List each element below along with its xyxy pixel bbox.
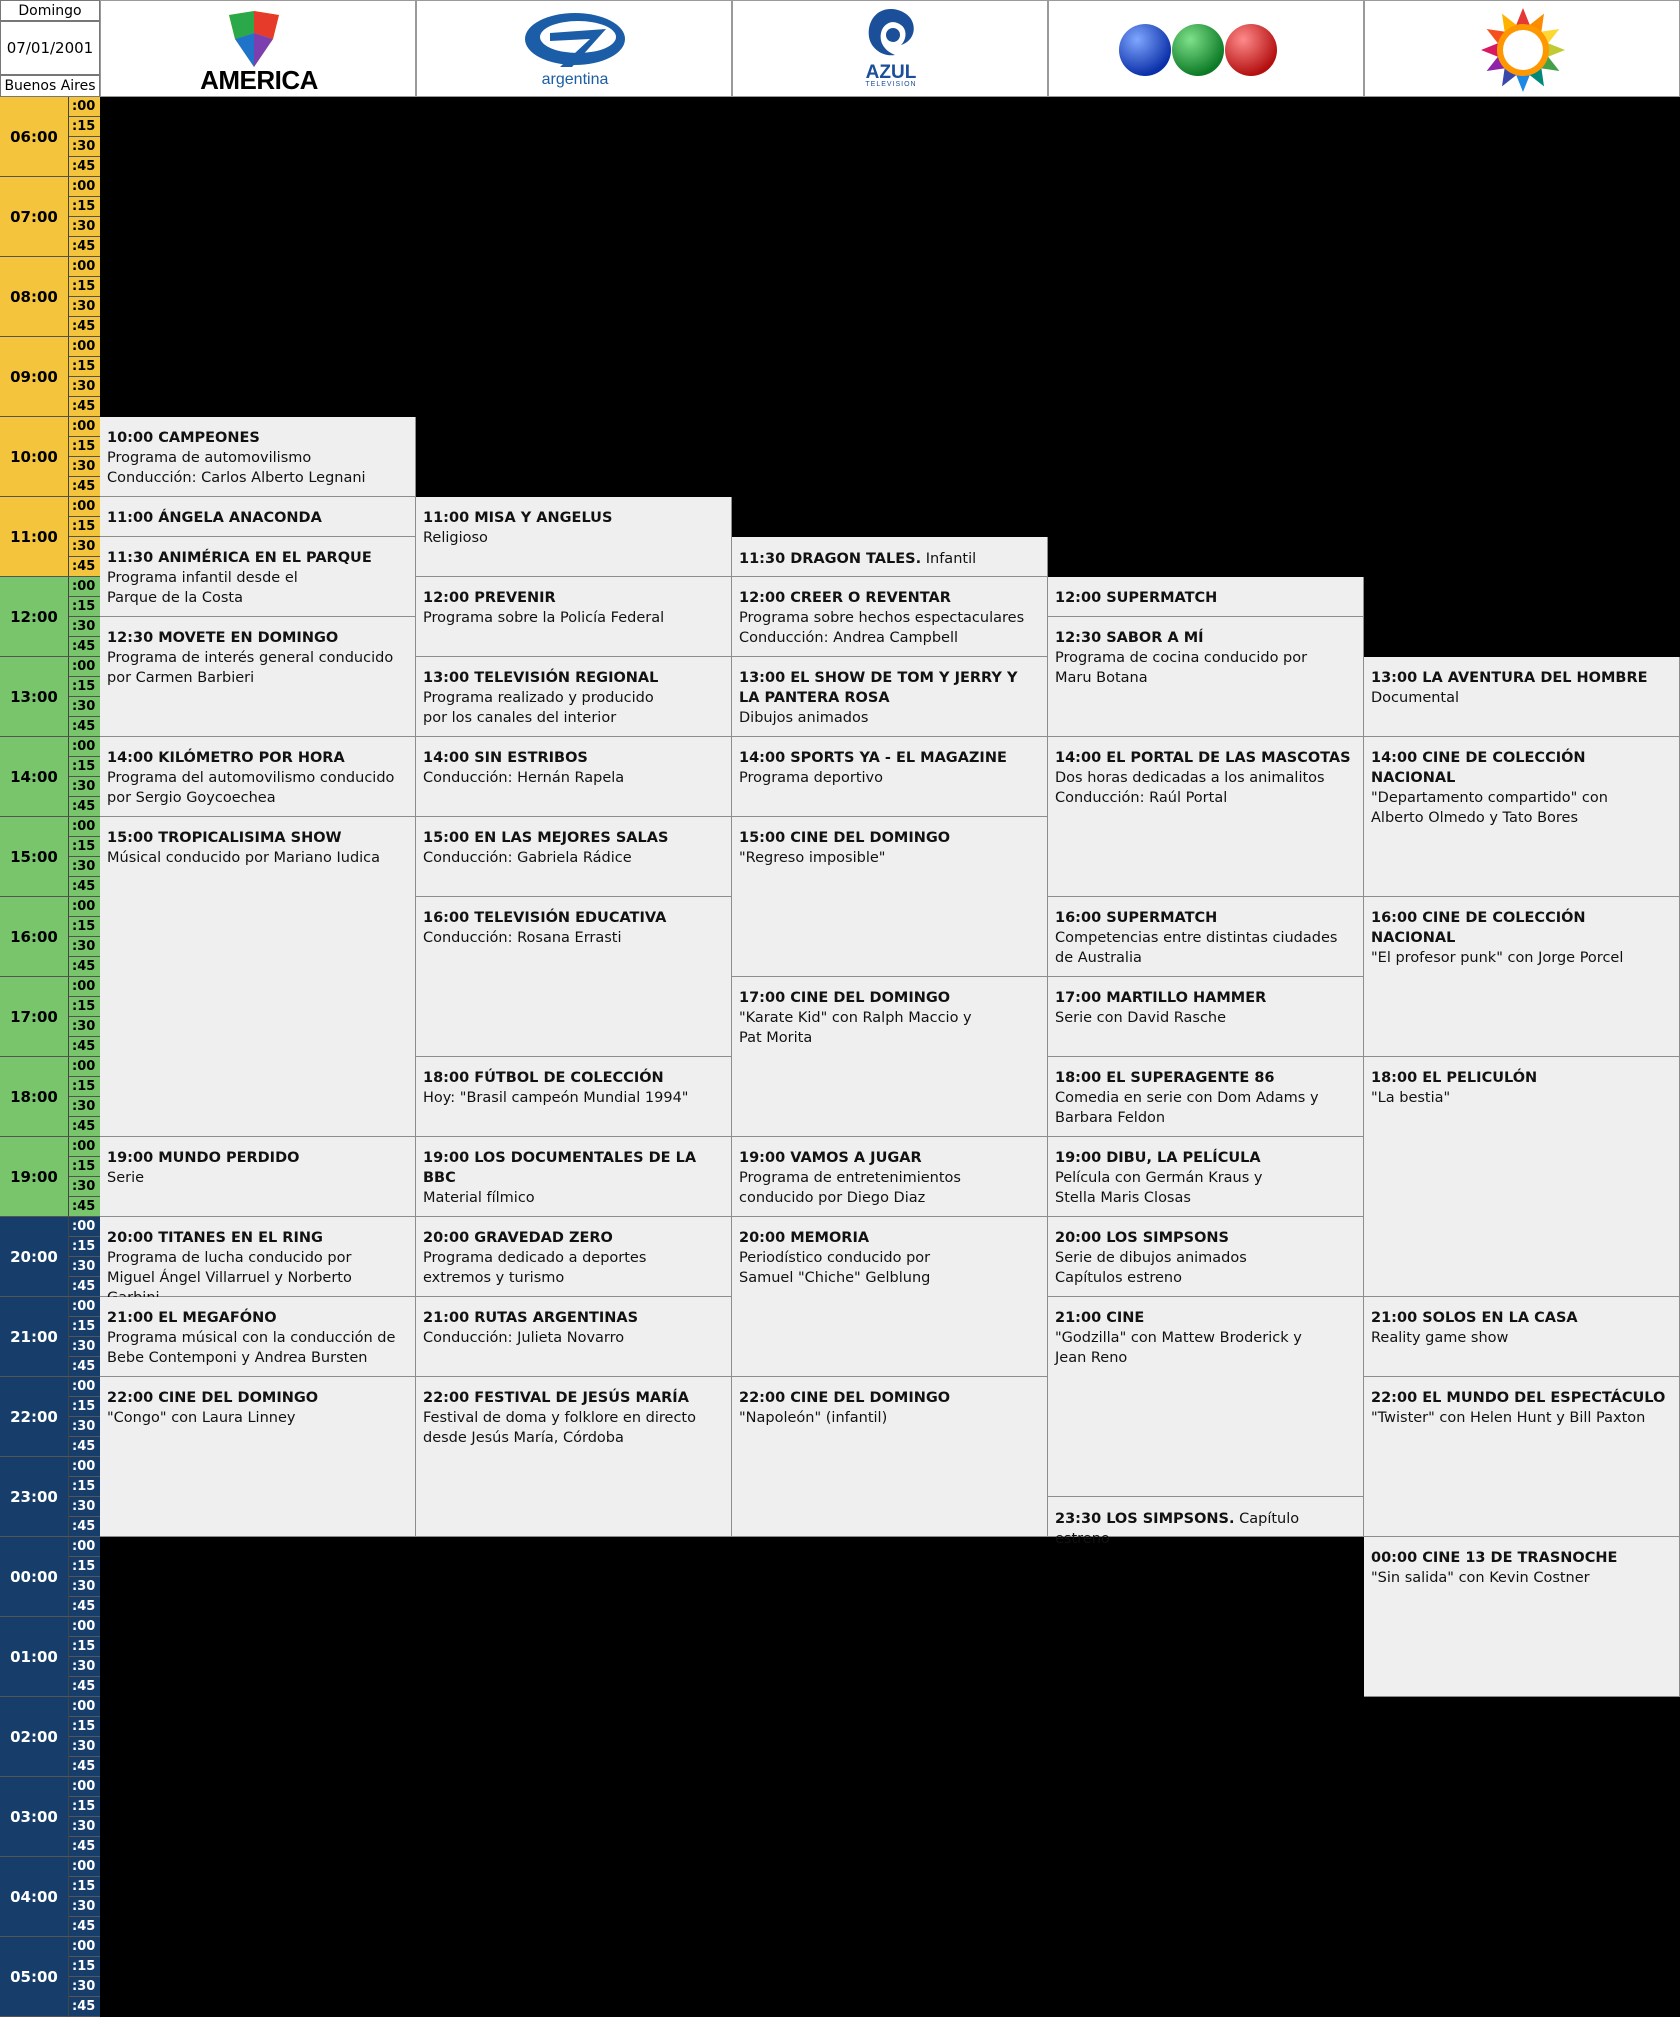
quarter-label: :00 xyxy=(69,1137,100,1157)
hour-label: 09:00 xyxy=(0,337,69,417)
quarter-label: :30 xyxy=(69,1337,100,1357)
quarter-label: :30 xyxy=(69,217,100,237)
quarter-label: :00 xyxy=(69,1937,100,1957)
quarter-label: :30 xyxy=(69,1577,100,1597)
program-title: 14:00 SIN ESTRIBOS xyxy=(423,750,588,766)
quarter-label: :15 xyxy=(69,1877,100,1897)
program-desc-line: Conducción: Hernán Rapela xyxy=(423,770,625,786)
program-desc-line: "La bestia" xyxy=(1371,1090,1451,1106)
quarter-label: :30 xyxy=(69,1897,100,1917)
quarter-label: :30 xyxy=(69,1417,100,1437)
program-desc-line: "Godzilla" con Mattew Broderick y xyxy=(1055,1330,1302,1346)
hour-label: 16:00 xyxy=(0,897,69,977)
quarter-label: :15 xyxy=(69,517,100,537)
program-desc-line: Programa sobre hechos espectaculares xyxy=(739,610,1025,626)
hour-label: 20:00 xyxy=(0,1217,69,1297)
program-desc-line: Alberto Olmedo y Tato Bores xyxy=(1371,810,1579,826)
program-block[interactable] xyxy=(732,737,1048,817)
hour-label: 05:00 xyxy=(0,1937,69,2017)
quarter-label: :30 xyxy=(69,1257,100,1277)
program-desc-line: Dos horas dedicadas a los animalitos xyxy=(1055,770,1325,786)
quarter-label: :00 xyxy=(69,1217,100,1237)
program-block[interactable] xyxy=(1364,1297,1680,1377)
program-inline-desc: Capítulo estreno xyxy=(1055,1511,1300,1547)
program-title: 16:00 TELEVISIÓN EDUCATIVA xyxy=(423,910,667,926)
program-title: 12:30 SABOR A MÍ xyxy=(1055,630,1204,646)
program-desc-line: Programa músical con la conducción de xyxy=(107,1330,396,1346)
quarter-label: :15 xyxy=(69,1397,100,1417)
program-block[interactable] xyxy=(732,817,1048,977)
quarter-label: :45 xyxy=(69,1037,100,1057)
hour-label: 01:00 xyxy=(0,1617,69,1697)
program-desc-line: desde Jesús María, Córdoba xyxy=(423,1430,624,1446)
quarter-label: :00 xyxy=(69,497,100,517)
quarter-label: :15 xyxy=(69,1797,100,1817)
argentina-seven-icon xyxy=(520,7,630,69)
program-title: 11:30 ANIMÉRICA EN EL PARQUE xyxy=(107,550,372,566)
program-title: 20:00 TITANES EN EL RING xyxy=(107,1230,323,1246)
program-desc-line: Programa de interés general conducido xyxy=(107,650,394,666)
azul-wave-icon xyxy=(861,5,921,65)
quarter-label: :30 xyxy=(69,1977,100,1997)
program-desc-line: Programa del automovilismo conducido xyxy=(107,770,395,786)
quarter-label: :45 xyxy=(69,397,100,417)
program-desc-line: Reality game show xyxy=(1371,1330,1509,1346)
program-title: 22:00 CINE DEL DOMINGO xyxy=(107,1390,319,1406)
quarter-label: :30 xyxy=(69,137,100,157)
quarter-label: :30 xyxy=(69,1657,100,1677)
program-block[interactable] xyxy=(416,497,732,577)
quarter-label: :00 xyxy=(69,1857,100,1877)
telefe-balls-icon xyxy=(1118,23,1278,77)
program-title: 15:00 TROPICALISIMA SHOW xyxy=(107,830,342,846)
quarter-label: :15 xyxy=(69,437,100,457)
hour-label: 04:00 xyxy=(0,1857,69,1937)
program-desc-line: "Regreso imposible" xyxy=(739,850,886,866)
quarter-label: :15 xyxy=(69,1957,100,1977)
hour-label: 03:00 xyxy=(0,1777,69,1857)
program-desc-line: Conducción: Rosana Errasti xyxy=(423,930,622,946)
quarter-label: :45 xyxy=(69,1917,100,1937)
program-title: 11:30 DRAGON TALES. xyxy=(739,551,922,567)
program-title: 19:00 MUNDO PERDIDO xyxy=(107,1150,300,1166)
program-desc-line: Película con Germán Kraus y xyxy=(1055,1170,1263,1186)
quarter-label: :00 xyxy=(69,817,100,837)
hour-label: 02:00 xyxy=(0,1697,69,1777)
quarter-label: :00 xyxy=(69,417,100,437)
program-block[interactable] xyxy=(732,1217,1048,1377)
hour-label: 15:00 xyxy=(0,817,69,897)
program-title: 17:00 MARTILLO HAMMER xyxy=(1055,990,1267,1006)
program-desc-line: Programa infantil desde el xyxy=(107,570,298,586)
program-desc-line: Capítulos estreno xyxy=(1055,1270,1182,1286)
program-desc-line: "Departamento compartido" con xyxy=(1371,790,1608,806)
quarter-label: :15 xyxy=(69,1557,100,1577)
program-block[interactable] xyxy=(1364,1537,1680,1697)
hour-label: 14:00 xyxy=(0,737,69,817)
quarter-label: :45 xyxy=(69,717,100,737)
program-desc-line: extremos y turismo xyxy=(423,1270,565,1286)
quarter-label: :00 xyxy=(69,1057,100,1077)
program-block[interactable] xyxy=(100,737,416,817)
program-title: 10:00 CAMPEONES xyxy=(107,430,260,446)
program-block[interactable] xyxy=(416,657,732,737)
quarter-label: :15 xyxy=(69,917,100,937)
program-block[interactable] xyxy=(100,497,416,537)
quarter-label: :30 xyxy=(69,1017,100,1037)
program-block[interactable] xyxy=(100,1377,416,1537)
hour-label: 21:00 xyxy=(0,1297,69,1377)
quarter-label: :15 xyxy=(69,1477,100,1497)
quarter-label: :45 xyxy=(69,157,100,177)
program-desc-line: Dibujos animados xyxy=(739,710,869,726)
program-block[interactable] xyxy=(1048,1217,1364,1297)
program-block[interactable] xyxy=(1048,1057,1364,1137)
program-title: 14:00 SPORTS YA - EL MAGAZINE xyxy=(739,750,1007,766)
program-desc-line: Bebe Contemponi y Andrea Bursten xyxy=(107,1350,368,1366)
quarter-label: :45 xyxy=(69,877,100,897)
program-desc-line: Serie con David Rasche xyxy=(1055,1010,1227,1026)
channel-header-telefe[interactable] xyxy=(1048,0,1364,97)
program-desc-line: Comedia en serie con Dom Adams y xyxy=(1055,1090,1319,1106)
program-title: 22:00 CINE DEL DOMINGO xyxy=(739,1390,951,1406)
program-title: 12:00 SUPERMATCH xyxy=(1055,590,1218,606)
hour-label: 13:00 xyxy=(0,657,69,737)
quarter-label: :15 xyxy=(69,1637,100,1657)
program-block[interactable] xyxy=(416,1057,732,1137)
program-title-cont: LA PANTERA ROSA xyxy=(739,690,890,706)
quarter-label: :15 xyxy=(69,1317,100,1337)
quarter-label: :45 xyxy=(69,637,100,657)
quarter-label: :00 xyxy=(69,1457,100,1477)
quarter-label: :45 xyxy=(69,1117,100,1137)
program-title: 13:00 EL SHOW DE TOM Y JERRY Y xyxy=(739,670,1018,686)
program-desc-line: Parque de la Costa xyxy=(107,590,243,606)
program-block[interactable] xyxy=(100,617,416,737)
program-block[interactable] xyxy=(1048,897,1364,977)
quarter-label: :45 xyxy=(69,1437,100,1457)
program-desc-line: Competencias entre distintas ciudades xyxy=(1055,930,1338,946)
program-title: 18:00 FÚTBOL DE COLECCIÓN xyxy=(423,1070,664,1086)
quarter-label: :45 xyxy=(69,1837,100,1857)
quarter-label: :00 xyxy=(69,97,100,117)
program-desc-line: Programa dedicado a deportes xyxy=(423,1250,647,1266)
program-title: 16:00 CINE DE COLECCIÓN NACIONAL xyxy=(1371,910,1586,946)
program-block[interactable] xyxy=(416,817,732,897)
program-block[interactable] xyxy=(1364,737,1680,897)
program-desc-line: Músical conducido por Mariano Iudica xyxy=(107,850,381,866)
channel-header-azul[interactable] xyxy=(732,0,1048,97)
quarter-label: :45 xyxy=(69,237,100,257)
program-block[interactable] xyxy=(1364,1057,1680,1297)
program-block[interactable] xyxy=(416,1137,732,1217)
program-desc-line: Conducción: Raúl Portal xyxy=(1055,790,1228,806)
quarter-label: :00 xyxy=(69,977,100,997)
program-desc-line: Periodístico conducido por xyxy=(739,1250,931,1266)
program-title: 14:00 KILÓMETRO POR HORA xyxy=(107,750,345,766)
program-block[interactable] xyxy=(732,1137,1048,1217)
hour-label: 06:00 xyxy=(0,97,69,177)
quarter-label: :15 xyxy=(69,997,100,1017)
program-title: 21:00 CINE xyxy=(1055,1310,1145,1326)
program-desc-line: conducido por Diego Diaz xyxy=(739,1190,926,1206)
program-block[interactable] xyxy=(1048,1137,1364,1217)
program-desc-line: Stella Maris Closas xyxy=(1055,1190,1191,1206)
program-title: 23:30 LOS SIMPSONS. xyxy=(1055,1511,1235,1527)
program-desc-line: Serie de dibujos animados xyxy=(1055,1250,1247,1266)
program-desc-line: "Karate Kid" con Ralph Maccio y xyxy=(739,1010,972,1026)
program-desc-line: "Napoleón" (infantil) xyxy=(739,1410,888,1426)
program-block[interactable] xyxy=(100,1137,416,1217)
hour-label: 08:00 xyxy=(0,257,69,337)
canal13-sun-icon xyxy=(1478,5,1568,95)
program-desc-line: "El profesor punk" con Jorge Porcel xyxy=(1371,950,1624,966)
program-title: 21:00 EL MEGAFÓNO xyxy=(107,1310,277,1326)
quarter-label: :30 xyxy=(69,697,100,717)
quarter-label: :30 xyxy=(69,617,100,637)
quarter-label: :00 xyxy=(69,1297,100,1317)
program-title: 13:00 TELEVISIÓN REGIONAL xyxy=(423,670,659,686)
program-block[interactable] xyxy=(416,1377,732,1537)
quarter-label: :30 xyxy=(69,457,100,477)
quarter-label: :45 xyxy=(69,1197,100,1217)
quarter-label: :45 xyxy=(69,797,100,817)
quarter-label: :15 xyxy=(69,597,100,617)
program-block[interactable] xyxy=(1364,1377,1680,1537)
program-title: 22:00 EL MUNDO DEL ESPECTÁCULO xyxy=(1371,1390,1666,1406)
program-title: 12:30 MOVETE EN DOMINGO xyxy=(107,630,339,646)
program-desc-line: Conducción: Andrea Campbell xyxy=(739,630,959,646)
quarter-label: :30 xyxy=(69,537,100,557)
quarter-label: :45 xyxy=(69,1677,100,1697)
quarter-label: :30 xyxy=(69,1177,100,1197)
program-block[interactable] xyxy=(100,1217,416,1297)
quarter-label: :45 xyxy=(69,957,100,977)
channel-header-canal13[interactable] xyxy=(1364,0,1680,97)
program-title: 20:00 LOS SIMPSONS xyxy=(1055,1230,1229,1246)
quarter-label: :15 xyxy=(69,1717,100,1737)
program-desc-line: Samuel "Chiche" Gelblung xyxy=(739,1270,931,1286)
channel-header-argentina[interactable] xyxy=(416,0,732,97)
program-desc-line: Festival de doma y folklore en directo xyxy=(423,1410,696,1426)
program-inline-desc: Infantil xyxy=(921,551,977,567)
quarter-label: :30 xyxy=(69,1497,100,1517)
program-title: 21:00 RUTAS ARGENTINAS xyxy=(423,1310,639,1326)
program-desc-line: de Australia xyxy=(1055,950,1142,966)
program-block[interactable] xyxy=(100,417,416,497)
america-logo-text: AMERICA xyxy=(200,65,318,95)
quarter-label: :00 xyxy=(69,337,100,357)
quarter-label: :00 xyxy=(69,897,100,917)
program-desc-line: Documental xyxy=(1371,690,1460,706)
program-title: 22:00 FESTIVAL DE JESÚS MARÍA xyxy=(423,1390,689,1406)
program-block[interactable] xyxy=(1048,1497,1364,1547)
program-block[interactable] xyxy=(1048,1297,1364,1497)
program-desc-line: Serie xyxy=(107,1170,145,1186)
quarter-label: :00 xyxy=(69,1537,100,1557)
program-block[interactable] xyxy=(100,817,416,1137)
hour-label: 17:00 xyxy=(0,977,69,1057)
date-label: 07/01/2001 xyxy=(0,21,100,75)
program-desc-line: "Twister" con Helen Hunt y Bill Paxton xyxy=(1371,1410,1646,1426)
quarter-label: :30 xyxy=(69,297,100,317)
quarter-label: :00 xyxy=(69,177,100,197)
program-block[interactable] xyxy=(100,1297,416,1377)
quarter-label: :15 xyxy=(69,1077,100,1097)
argentina-logo-text: argentina xyxy=(541,71,609,88)
quarter-label: :30 xyxy=(69,1817,100,1837)
hour-label: 07:00 xyxy=(0,177,69,257)
program-block[interactable] xyxy=(416,737,732,817)
program-desc-line: Maru Botana xyxy=(1055,670,1148,686)
program-block[interactable] xyxy=(732,977,1048,1137)
program-title: 11:00 ÁNGELA ANACONDA xyxy=(107,510,322,526)
program-title: 19:00 LOS DOCUMENTALES DE LA BBC xyxy=(423,1150,697,1186)
program-block[interactable] xyxy=(100,537,416,617)
program-title: 15:00 EN LAS MEJORES SALAS xyxy=(423,830,669,846)
program-title: 19:00 DIBU, LA PELÍCULA xyxy=(1055,1150,1261,1166)
hour-label: 18:00 xyxy=(0,1057,69,1137)
program-desc-line: Hoy: "Brasil campeón Mundial 1994" xyxy=(423,1090,689,1106)
hour-label: 23:00 xyxy=(0,1457,69,1537)
program-title: 12:00 CREER O REVENTAR xyxy=(739,590,951,606)
program-block[interactable] xyxy=(732,1377,1048,1537)
quarter-label: :45 xyxy=(69,1997,100,2017)
program-title: 12:00 PREVENIR xyxy=(423,590,556,606)
hour-label: 00:00 xyxy=(0,1537,69,1617)
quarter-label: :45 xyxy=(69,1597,100,1617)
program-title: 18:00 EL PELICULÓN xyxy=(1371,1070,1538,1086)
program-desc-line: Conducción: Julieta Novarro xyxy=(423,1330,625,1346)
quarter-label: :45 xyxy=(69,317,100,337)
hour-label: 22:00 xyxy=(0,1377,69,1457)
city-label: Buenos Aires xyxy=(0,75,100,97)
quarter-label: :00 xyxy=(69,737,100,757)
program-title: 19:00 VAMOS A JUGAR xyxy=(739,1150,922,1166)
program-block[interactable] xyxy=(732,537,1048,577)
hour-label: 12:00 xyxy=(0,577,69,657)
program-desc-line: Conducción: Gabriela Rádice xyxy=(423,850,632,866)
quarter-label: :15 xyxy=(69,757,100,777)
program-title: 20:00 GRAVEDAD ZERO xyxy=(423,1230,613,1246)
program-block[interactable] xyxy=(732,577,1048,657)
program-block[interactable] xyxy=(1364,657,1680,737)
program-title: 16:00 SUPERMATCH xyxy=(1055,910,1218,926)
program-desc-line: por los canales del interior xyxy=(423,710,617,726)
day-label: Domingo xyxy=(0,0,100,21)
program-desc-line: por Sergio Goycoechea xyxy=(107,790,276,806)
quarter-label: :15 xyxy=(69,837,100,857)
program-desc-line: "Congo" con Laura Linney xyxy=(107,1410,296,1426)
program-title: 14:00 CINE DE COLECCIÓN NACIONAL xyxy=(1371,750,1586,786)
program-block[interactable] xyxy=(416,897,732,1057)
program-block[interactable] xyxy=(1364,897,1680,1057)
program-desc-line: Material fílmico xyxy=(423,1190,535,1206)
quarter-label: :00 xyxy=(69,1377,100,1397)
program-desc-line: Programa sobre la Policía Federal xyxy=(423,610,665,626)
program-desc-line: Programa de lucha conducido por xyxy=(107,1250,352,1266)
program-title: 13:00 LA AVENTURA DEL HOMBRE xyxy=(1371,670,1648,686)
quarter-label: :45 xyxy=(69,557,100,577)
quarter-label: :00 xyxy=(69,577,100,597)
program-block[interactable] xyxy=(1048,577,1364,617)
program-block[interactable] xyxy=(416,1297,732,1377)
quarter-label: :45 xyxy=(69,1357,100,1377)
program-title: 21:00 SOLOS EN LA CASA xyxy=(1371,1310,1578,1326)
quarter-label: :15 xyxy=(69,677,100,697)
quarter-label: :45 xyxy=(69,1517,100,1537)
program-desc-line: Jean Reno xyxy=(1055,1350,1128,1366)
program-desc-line: Programa de automovilismo xyxy=(107,450,312,466)
program-desc-line: "Sin salida" con Kevin Costner xyxy=(1371,1570,1590,1586)
program-desc-line: Programa deportivo xyxy=(739,770,884,786)
quarter-label: :45 xyxy=(69,477,100,497)
quarter-label: :15 xyxy=(69,117,100,137)
program-title: 20:00 MEMORIA xyxy=(739,1230,870,1246)
program-desc-line: Barbara Feldon xyxy=(1055,1110,1166,1126)
program-block[interactable] xyxy=(1048,737,1364,897)
program-desc-line: Programa de entretenimientos xyxy=(739,1170,961,1186)
program-title: 11:00 MISA Y ANGELUS xyxy=(423,510,613,526)
quarter-label: :30 xyxy=(69,777,100,797)
quarter-label: :15 xyxy=(69,197,100,217)
channel-header-america[interactable] xyxy=(100,0,416,97)
program-title: 17:00 CINE DEL DOMINGO xyxy=(739,990,951,1006)
quarter-label: :30 xyxy=(69,857,100,877)
program-block[interactable] xyxy=(732,657,1048,737)
program-block[interactable] xyxy=(1048,977,1364,1057)
america-cube-icon xyxy=(223,9,285,71)
program-title: 18:00 EL SUPERAGENTE 86 xyxy=(1055,1070,1275,1086)
quarter-label: :00 xyxy=(69,1697,100,1717)
quarter-label: :30 xyxy=(69,937,100,957)
program-block[interactable] xyxy=(416,577,732,657)
hour-label: 19:00 xyxy=(0,1137,69,1217)
program-block[interactable] xyxy=(1048,617,1364,737)
quarter-label: :45 xyxy=(69,1277,100,1297)
azul-logo-text: AZUL xyxy=(865,62,917,83)
program-desc-line: Miguel Ángel Villarruel y Norberto xyxy=(107,1270,352,1286)
quarter-label: :15 xyxy=(69,1157,100,1177)
azul-logo-subtext: TELEVISION xyxy=(865,81,917,88)
hour-label: 11:00 xyxy=(0,497,69,577)
program-desc-line: Conducción: Carlos Alberto Legnani xyxy=(107,470,366,486)
quarter-label: :30 xyxy=(69,1097,100,1117)
quarter-label: :00 xyxy=(69,657,100,677)
quarter-label: :00 xyxy=(69,1617,100,1637)
program-desc-line: por Carmen Barbieri xyxy=(107,670,255,686)
quarter-label: :00 xyxy=(69,1777,100,1797)
quarter-label: :15 xyxy=(69,277,100,297)
hour-label: 10:00 xyxy=(0,417,69,497)
quarter-label: :45 xyxy=(69,1757,100,1777)
program-title: 14:00 EL PORTAL DE LAS MASCOTAS xyxy=(1055,750,1351,766)
program-title: 00:00 CINE 13 DE TRASNOCHE xyxy=(1371,1550,1618,1566)
quarter-label: :15 xyxy=(69,1237,100,1257)
program-desc-line: Pat Morita xyxy=(739,1030,813,1046)
quarter-label: :15 xyxy=(69,357,100,377)
program-desc-line: Religioso xyxy=(423,530,488,546)
program-title: 15:00 CINE DEL DOMINGO xyxy=(739,830,951,846)
quarter-label: :30 xyxy=(69,377,100,397)
program-block[interactable] xyxy=(416,1217,732,1297)
program-desc-line: Programa realizado y producido xyxy=(423,690,654,706)
quarter-label: :30 xyxy=(69,1737,100,1757)
quarter-label: :00 xyxy=(69,257,100,277)
program-desc-line: Programa de cocina conducido por xyxy=(1055,650,1308,666)
